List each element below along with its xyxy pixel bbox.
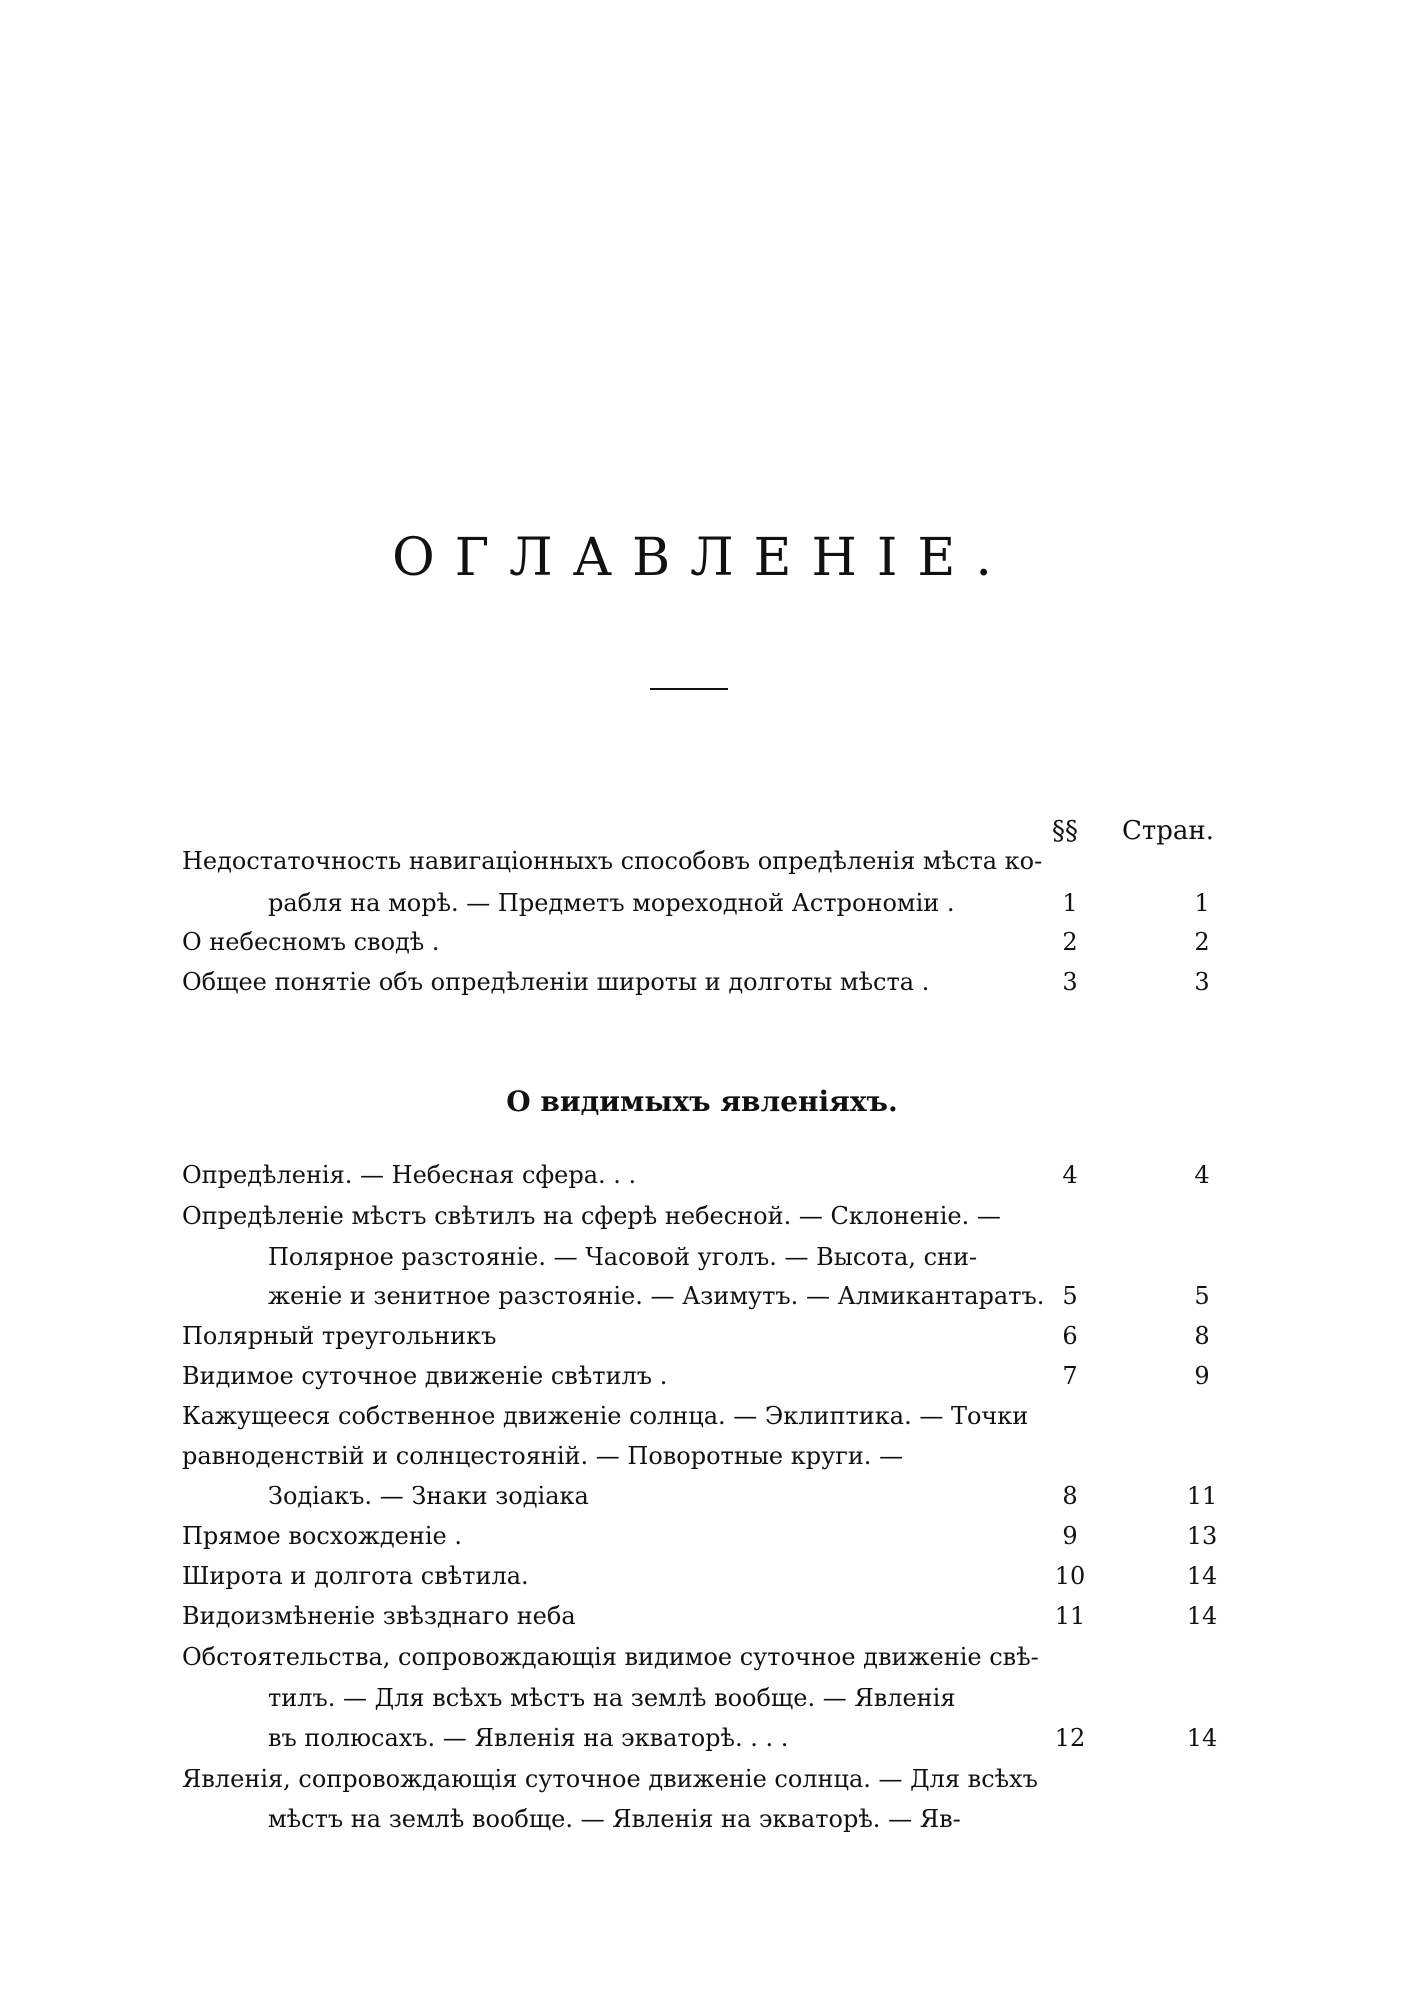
toc-entry-page: 13 (1186, 1522, 1218, 1550)
toc-entry-page: 14 (1186, 1562, 1218, 1590)
toc-entry-section: 6 (1062, 1322, 1078, 1350)
toc-entry-line: Видимое суточное движеніе свѣтилъ . (182, 1362, 668, 1390)
toc-entry-line: Видоизмѣненіе звѣзднаго неба (182, 1602, 576, 1630)
toc-entry-section: 12 (1054, 1724, 1086, 1752)
toc-entry-line: въ полюсахъ. — Явленія на экваторѣ. . . . (268, 1724, 789, 1752)
page-title: ОГЛАВЛЕНІЕ. (392, 528, 1012, 588)
toc-entry-page: 11 (1186, 1482, 1218, 1510)
toc-entry-line: Зодіакъ. — Знаки зодіака (268, 1482, 589, 1510)
toc-entry-section: 4 (1062, 1161, 1078, 1189)
toc-entry-section: 11 (1054, 1602, 1086, 1630)
column-header-section: §§ (1052, 816, 1078, 846)
toc-entry-section: 5 (1062, 1282, 1078, 1310)
toc-entry-line: О небесномъ сводѣ . (182, 928, 440, 956)
toc-entry-line: Прямое восхожденіе . (182, 1522, 462, 1550)
toc-entry-line: равноденствій и солнцестояній. — Поворотные круги. — (182, 1442, 904, 1470)
toc-entry-line: Опредѣленіе мѣстъ свѣтилъ на сферѣ небесной. — Склоненіе. — (182, 1202, 1001, 1230)
toc-entry-line: рабля на морѣ. — Предметъ мореходной Астрономіи . (268, 889, 955, 917)
toc-entry-line: мѣстъ на землѣ вообще. — Явленія на экваторѣ. — Яв- (268, 1805, 961, 1833)
toc-entry-line: Недостаточность навигаціонныхъ способовъ опредѣленія мѣста ко- (182, 847, 1043, 875)
toc-entry-section: 8 (1062, 1482, 1078, 1510)
section-heading: О видимыхъ явленіяхъ. (506, 1085, 898, 1118)
toc-entry-page: 2 (1194, 928, 1210, 956)
column-header-page: Стран. (1122, 816, 1215, 846)
toc-entry-page: 14 (1186, 1602, 1218, 1630)
toc-entry-line: тилъ. — Для всѣхъ мѣстъ на землѣ вообще. — Явленія (268, 1684, 956, 1712)
toc-entry-section: 10 (1054, 1562, 1086, 1590)
toc-entry-section: 3 (1062, 968, 1078, 996)
toc-entry-line: Кажущееся собственное движеніе солнца. — Эклиптика. — Точки (182, 1402, 1029, 1430)
toc-entry-line: Опредѣленія. — Небесная сфера. . . (182, 1161, 637, 1189)
toc-entry-line: женіе и зенитное разстояніе. — Азимутъ. — Алмикантаратъ. (268, 1282, 1045, 1310)
title-divider (650, 688, 728, 690)
toc-entry-line: Обстоятельства, сопровождающія видимое суточное движеніе свѣ- (182, 1643, 1039, 1671)
toc-entry-line: Явленія, сопровождающія суточное движеніе солнца. — Для всѣхъ (182, 1765, 1038, 1793)
toc-entry-line: Полярное разстояніе. — Часовой уголъ. — Высота, сни- (268, 1243, 978, 1271)
toc-entry-page: 4 (1194, 1161, 1210, 1189)
toc-entry-section: 2 (1062, 928, 1078, 956)
toc-entry-page: 3 (1194, 968, 1210, 996)
toc-entry-page: 1 (1194, 889, 1210, 917)
toc-entry-line: Общее понятіе объ опредѣленіи широты и долготы мѣста . (182, 968, 930, 996)
toc-entry-line: Широта и долгота свѣтила. (182, 1562, 529, 1590)
toc-entry-section: 1 (1062, 889, 1078, 917)
toc-entry-line: Полярный треугольникъ (182, 1322, 497, 1350)
toc-entry-section: 7 (1062, 1362, 1078, 1390)
toc-entry-page: 9 (1194, 1362, 1210, 1390)
toc-entry-page: 5 (1194, 1282, 1210, 1310)
toc-entry-page: 14 (1186, 1724, 1218, 1752)
toc-entry-section: 9 (1062, 1522, 1078, 1550)
toc-entry-page: 8 (1194, 1322, 1210, 1350)
